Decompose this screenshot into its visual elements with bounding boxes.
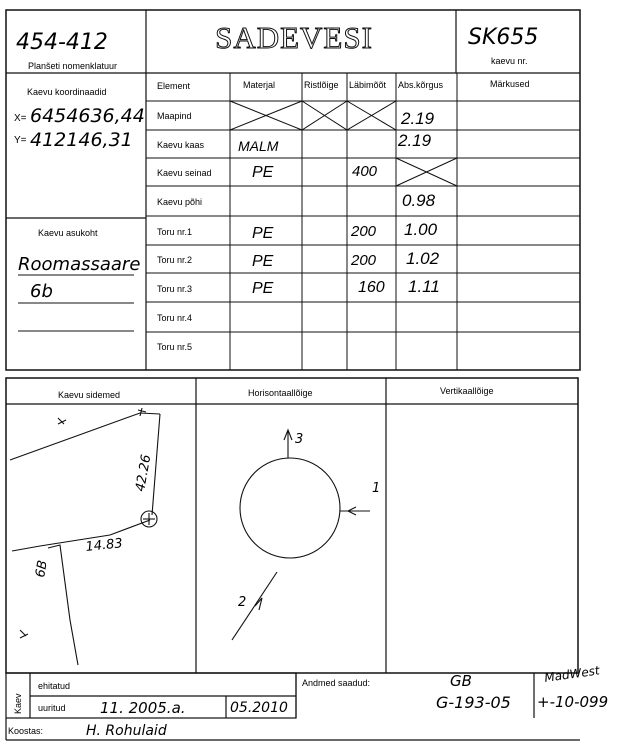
row-height: 2.19: [401, 109, 435, 128]
row-element: Toru nr.2: [157, 255, 193, 265]
well-id-label: kaevu nr.: [491, 56, 528, 66]
well-id: SK655: [468, 25, 539, 50]
location-sketch: [10, 408, 160, 665]
location-street: Roomassaare: [18, 254, 141, 275]
y-coordinate: 412146,31: [30, 129, 133, 151]
row-element: Maapind: [157, 111, 192, 121]
row-height: 1.02: [406, 249, 440, 268]
row-diameter: 400: [352, 163, 378, 180]
row-material: PE: [252, 280, 274, 297]
row-material: PE: [252, 225, 274, 242]
row-height: 1.00: [404, 220, 438, 239]
pipe-label: 3: [295, 432, 304, 447]
row-element: Kaevu seinad: [157, 168, 212, 178]
col-section: Ristlõige: [304, 80, 339, 90]
location-label: Kaevu asukoht: [38, 228, 98, 238]
row-element: Kaevu kaas: [157, 140, 205, 150]
surveyed-date: 05.2010: [230, 700, 288, 716]
compiled-by-value: H. Rohulaid: [86, 723, 167, 739]
row-element: Toru nr.1: [157, 227, 193, 237]
row-diameter: 160: [358, 279, 385, 296]
panel-vertical-title: Vertikaallõige: [440, 386, 494, 396]
coordinates-label: Kaevu koordinaadid: [27, 87, 107, 97]
panel-links-title: Kaevu sidemed: [58, 390, 121, 400]
data-source-label: Andmed saadud:: [302, 678, 371, 688]
location-number: 6b: [30, 281, 53, 302]
table-header: [157, 79, 530, 91]
nomenclature-label: Planšeti nomenklatuur: [28, 61, 118, 71]
signature: MadWest: [543, 663, 601, 685]
panel-horizontal-title: Horisontaallõige: [248, 388, 313, 398]
row-element: Kaevu põhi: [157, 197, 203, 207]
pipe-label: 2: [238, 595, 247, 610]
data-source-ref: G-193-05: [436, 693, 511, 712]
col-diameter: Läbimõõt: [349, 80, 387, 90]
horizontal-section: [232, 430, 370, 640]
data-source-ref-2: +-10-099: [537, 693, 609, 711]
col-material: Materjal: [243, 80, 276, 90]
label-6b: 6B: [33, 559, 51, 579]
y-prefix: Y=: [14, 135, 27, 146]
row-material: PE: [252, 253, 274, 270]
row-material: MALM: [238, 138, 279, 154]
row-material: PE: [252, 164, 274, 181]
x-coordinate: 6454636,44: [30, 105, 145, 127]
row-element: Toru nr.4: [157, 313, 193, 323]
built-label: ehitatud: [38, 681, 71, 691]
row-height: 0.98: [402, 191, 436, 210]
row-element: Toru nr.3: [157, 284, 193, 294]
col-height: Abs.kõrgus: [398, 80, 444, 90]
row-diameter: 200: [351, 223, 377, 240]
surveyed-label: uuritud: [38, 703, 66, 713]
distance-label: 42.26: [133, 453, 155, 493]
surveyed-value: 11. 2005.a.: [100, 699, 186, 717]
row-diameter: 200: [351, 252, 377, 269]
table-values: [238, 109, 440, 297]
compiled-by-label: Koostas:: [8, 726, 44, 736]
distance-label: 14.83: [84, 536, 124, 555]
data-source-code: GB: [450, 672, 472, 690]
pipe-label: 1: [372, 481, 381, 496]
element-table-grid: [146, 73, 580, 370]
x-prefix: X=: [14, 113, 27, 124]
kaev-label: Kaev: [13, 693, 23, 714]
row-element: Toru nr.5: [157, 342, 193, 352]
nomenclature-value: 454-412: [16, 30, 108, 55]
row-height: 2.19: [398, 131, 432, 150]
row-height: 1.11: [408, 277, 440, 296]
page-title: SADEVESI: [215, 20, 373, 55]
col-notes: Märkused: [490, 79, 530, 89]
table-rows: [157, 111, 212, 352]
col-element: Element: [157, 81, 191, 91]
